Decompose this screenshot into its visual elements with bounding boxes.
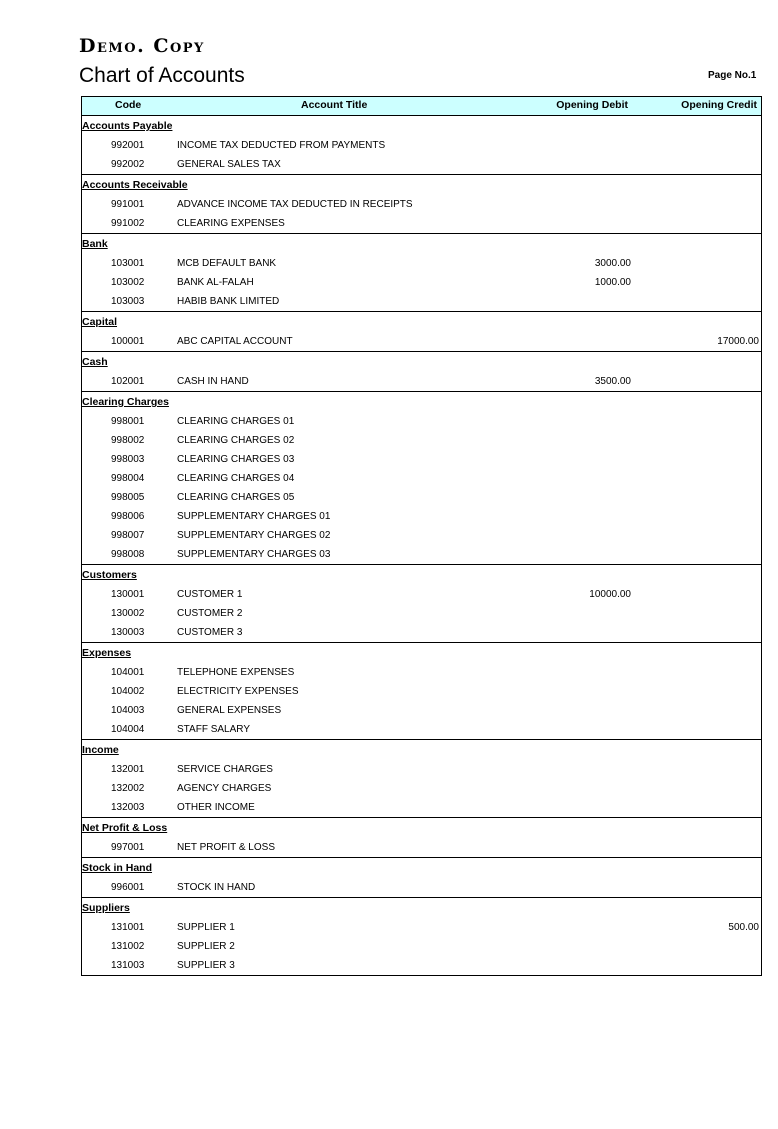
group-heading: Suppliers <box>82 902 130 914</box>
table-row <box>82 918 761 937</box>
opening-debit: 1000.00 <box>594 277 631 288</box>
account-group <box>82 312 761 352</box>
table-row <box>82 214 761 233</box>
account-title: GENERAL EXPENSES <box>177 705 282 716</box>
account-code: 103003 <box>111 296 145 307</box>
table-row <box>82 682 761 701</box>
account-group <box>82 818 761 858</box>
table-row <box>82 488 761 507</box>
account-title: CLEARING CHARGES 02 <box>177 435 295 446</box>
account-code: 991001 <box>111 199 145 210</box>
account-title: SERVICE CHARGES <box>177 764 273 775</box>
account-group <box>82 116 761 175</box>
account-code: 131003 <box>111 960 145 971</box>
account-code: 991002 <box>111 218 145 229</box>
account-code: 102001 <box>111 376 145 387</box>
table-row <box>82 273 761 292</box>
report-title: Chart of Accounts <box>79 64 245 87</box>
table-row <box>82 604 761 623</box>
opening-credit: 17000.00 <box>717 336 759 347</box>
opening-debit: 3000.00 <box>594 258 631 269</box>
account-code: 998006 <box>111 511 145 522</box>
column-header-code: Code <box>115 99 142 111</box>
table-row <box>82 623 761 642</box>
table-row <box>82 701 761 720</box>
account-title: AGENCY CHARGES <box>177 783 272 794</box>
account-title: GENERAL SALES TAX <box>177 159 281 170</box>
table-row <box>82 545 761 564</box>
opening-debit: 10000.00 <box>589 589 631 600</box>
account-code: 103002 <box>111 277 145 288</box>
account-group <box>82 234 761 312</box>
account-code: 104003 <box>111 705 145 716</box>
table-row <box>82 779 761 798</box>
account-title: CLEARING CHARGES 01 <box>177 416 295 427</box>
group-heading: Accounts Receivable <box>82 179 188 191</box>
account-code: 998005 <box>111 492 145 503</box>
account-title: CLEARING CHARGES 05 <box>177 492 295 503</box>
account-title: ELECTRICITY EXPENSES <box>177 686 299 697</box>
account-code: 130001 <box>111 589 145 600</box>
account-code: 996001 <box>111 882 145 893</box>
opening-debit: 3500.00 <box>594 376 631 387</box>
account-title: CLEARING EXPENSES <box>177 218 285 229</box>
account-title: CUSTOMER 1 <box>177 589 243 600</box>
account-group <box>82 858 761 898</box>
account-group <box>82 643 761 740</box>
account-code: 998001 <box>111 416 145 427</box>
account-title: SUPPLEMENTARY CHARGES 03 <box>177 549 331 560</box>
table-row <box>82 760 761 779</box>
demo-copy-watermark: Demo. Copy <box>79 35 205 57</box>
column-header-opening-debit: Opening Debit <box>556 99 628 111</box>
account-code: 992002 <box>111 159 145 170</box>
table-row <box>82 663 761 682</box>
group-heading: Capital <box>82 316 118 328</box>
table-row <box>82 195 761 214</box>
account-groups <box>82 116 761 975</box>
table-row <box>82 292 761 311</box>
account-code: 132001 <box>111 764 145 775</box>
group-heading: Customers <box>82 569 137 581</box>
account-title: SUPPLIER 1 <box>177 922 235 933</box>
account-code: 132002 <box>111 783 145 794</box>
table-row <box>82 412 761 431</box>
account-group <box>82 175 761 234</box>
account-title: OTHER INCOME <box>177 802 255 813</box>
table-row <box>82 332 761 351</box>
account-title: CUSTOMER 3 <box>177 627 243 638</box>
account-title: SUPPLEMENTARY CHARGES 01 <box>177 511 331 522</box>
account-code: 100001 <box>111 336 145 347</box>
account-title: TELEPHONE EXPENSES <box>177 667 295 678</box>
group-heading: Clearing Charges <box>82 396 169 408</box>
group-heading: Bank <box>82 238 108 250</box>
account-group <box>82 565 761 643</box>
column-header-account-title: Account Title <box>301 99 368 111</box>
table-row <box>82 136 761 155</box>
account-code: 130003 <box>111 627 145 638</box>
opening-credit: 500.00 <box>728 922 759 933</box>
account-title: CASH IN HAND <box>177 376 249 387</box>
account-code: 992001 <box>111 140 145 151</box>
table-row <box>82 469 761 488</box>
account-title: ABC CAPITAL ACCOUNT <box>177 336 293 347</box>
table-row <box>82 372 761 391</box>
table-row <box>82 798 761 817</box>
account-title: SUPPLIER 2 <box>177 941 235 952</box>
account-code: 998003 <box>111 454 145 465</box>
table-row <box>82 254 761 273</box>
table-row <box>82 585 761 604</box>
account-code: 997001 <box>111 842 145 853</box>
group-heading: Stock in Hand <box>82 862 153 874</box>
table-row <box>82 838 761 857</box>
account-title: INCOME TAX DEDUCTED FROM PAYMENTS <box>177 140 386 151</box>
group-heading: Net Profit & Loss <box>82 822 168 834</box>
table-row <box>82 450 761 469</box>
account-code: 103001 <box>111 258 145 269</box>
table-row <box>82 937 761 956</box>
account-group <box>82 898 761 975</box>
group-heading: Income <box>82 744 119 756</box>
account-title: MCB DEFAULT BANK <box>177 258 277 269</box>
account-code: 104004 <box>111 724 145 735</box>
account-title: CLEARING CHARGES 03 <box>177 454 295 465</box>
table-row <box>82 878 761 897</box>
account-group <box>82 740 761 818</box>
table-row <box>82 720 761 739</box>
table-row <box>82 956 761 975</box>
account-code: 130002 <box>111 608 145 619</box>
account-title: BANK AL-FALAH <box>177 277 254 288</box>
account-code: 132003 <box>111 802 145 813</box>
account-title: STAFF SALARY <box>177 724 250 735</box>
account-code: 998004 <box>111 473 145 484</box>
accounts-table <box>81 96 762 976</box>
account-title: STOCK IN HAND <box>177 882 256 893</box>
account-code: 998007 <box>111 530 145 541</box>
group-heading: Accounts Payable <box>82 120 173 132</box>
group-heading: Expenses <box>82 647 132 659</box>
account-code: 131002 <box>111 941 145 952</box>
table-header <box>82 97 761 116</box>
column-header-opening-credit: Opening Credit <box>681 99 757 111</box>
account-code: 998008 <box>111 549 145 560</box>
account-title: ADVANCE INCOME TAX DEDUCTED IN RECEIPTS <box>177 199 413 210</box>
account-code: 104001 <box>111 667 145 678</box>
group-heading: Cash <box>82 356 108 368</box>
table-row <box>82 431 761 450</box>
account-title: CLEARING CHARGES 04 <box>177 473 295 484</box>
account-title: NET PROFIT & LOSS <box>177 842 275 853</box>
account-group <box>82 392 761 565</box>
account-group <box>82 352 761 392</box>
table-row <box>82 507 761 526</box>
account-code: 131001 <box>111 922 145 933</box>
account-title: CUSTOMER 2 <box>177 608 243 619</box>
table-row <box>82 155 761 174</box>
account-code: 104002 <box>111 686 145 697</box>
account-title: HABIB BANK LIMITED <box>177 296 280 307</box>
page-number: Page No.1 <box>708 70 757 81</box>
account-code: 998002 <box>111 435 145 446</box>
account-title: SUPPLEMENTARY CHARGES 02 <box>177 530 331 541</box>
table-row <box>82 526 761 545</box>
account-title: SUPPLIER 3 <box>177 960 235 971</box>
